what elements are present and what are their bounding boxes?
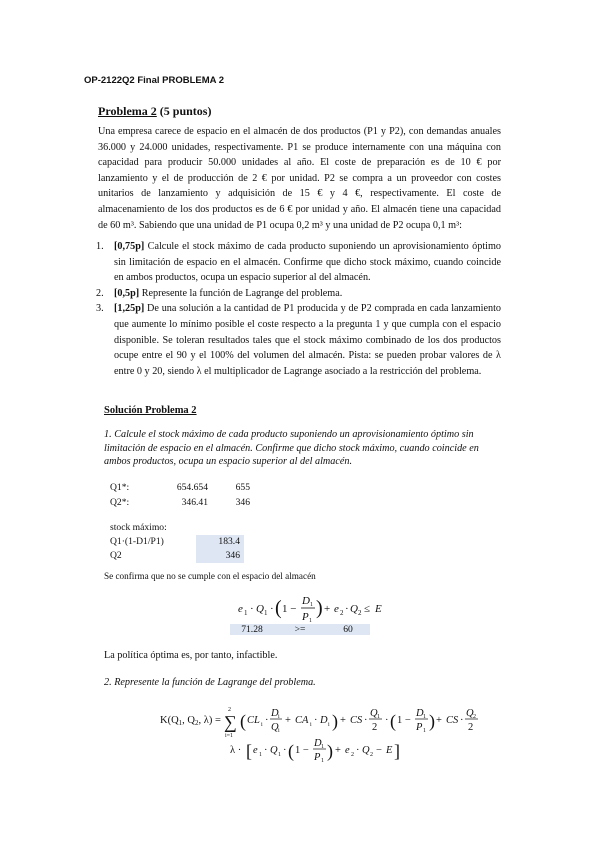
- svg-text:i: i: [310, 722, 312, 728]
- question-text: Represente la función de Lagrange del problema.: [139, 287, 343, 299]
- svg-text:(: (: [390, 711, 396, 731]
- question-item: [98, 239, 501, 286]
- svg-text:+: +: [436, 715, 442, 726]
- svg-text:·: ·: [250, 603, 254, 615]
- svg-text:2: 2: [372, 722, 378, 733]
- question-points: [0,75p]: [114, 241, 145, 252]
- q-label: Q2*:: [110, 496, 130, 508]
- svg-text:1: 1: [377, 714, 380, 720]
- q-rounded: 346: [235, 496, 250, 508]
- svg-text:): ): [332, 711, 338, 731]
- svg-text:Q: Q: [256, 603, 264, 615]
- svg-text:·: ·: [385, 715, 389, 726]
- svg-text:D: D: [314, 738, 322, 749]
- svg-text:·: ·: [265, 715, 269, 726]
- question-number: 2.: [96, 287, 104, 299]
- space-constraint-formula: [236, 590, 386, 624]
- question-points: [1,25p]: [114, 303, 145, 315]
- question-points: [0,5p]: [114, 287, 140, 299]
- svg-text:e: e: [345, 745, 350, 756]
- svg-text:2: 2: [370, 752, 373, 758]
- confirm-text: Se confirma que no se cumple con el espacio del almacén: [104, 571, 316, 581]
- svg-text:i: i: [261, 722, 263, 728]
- svg-text:+: +: [340, 715, 346, 726]
- svg-text:CL: CL: [247, 715, 260, 726]
- svg-text:1: 1: [321, 744, 324, 750]
- svg-text:P: P: [416, 722, 423, 733]
- svg-text:2: 2: [228, 707, 231, 713]
- q-row: [110, 481, 250, 496]
- q-exact: 346.41: [181, 496, 208, 508]
- solution-title: Solución Problema 2: [104, 405, 197, 416]
- svg-text:D: D: [320, 715, 328, 726]
- svg-text:E: E: [386, 745, 393, 756]
- stock-title: stock máximo:: [110, 522, 167, 533]
- problem-points: (5 puntos): [156, 104, 212, 118]
- svg-text:1 −: 1 −: [282, 603, 297, 615]
- svg-text:≤: ≤: [364, 603, 371, 615]
- svg-text:+: +: [324, 603, 331, 615]
- question-number: 1.: [96, 241, 104, 252]
- q-rounded: 655: [235, 482, 250, 493]
- svg-text:·: ·: [356, 745, 360, 756]
- stock-row: [110, 549, 244, 563]
- svg-text:D: D: [302, 595, 310, 607]
- svg-text:1: 1: [423, 728, 426, 734]
- svg-text:·: ·: [460, 715, 464, 726]
- svg-text:1: 1: [423, 714, 426, 720]
- question-text: De una solución a la cantidad de P1 producida y de P2 comprada en cada lanzamiento que aumente lo mínimo posible el coste respecto a la pregunta 1 y que cumpla con el espacio disponible. Se toleran resultados tales que el stock máximo combinado de los dos productos ocupe entre el 90 y el 100% del volumen del almacén. Pista: se pueden probar valores de λ entre 0 y 20, siendo λ el multiplicador de Lagrange asociado a la restricción del problema.: [114, 303, 501, 377]
- svg-text:P: P: [314, 752, 321, 763]
- svg-text:): ): [429, 711, 435, 731]
- solution-q1-heading: 1. Calcule el stock máximo de cada producto suponiendo un aprovisionamiento óptimo sin limitación de espacio en el almacén. Confirme que dicho stock máximo, cuando coincide en ambos productos, ocupa un espacio superior al del almacén.: [104, 429, 479, 468]
- svg-text:CS: CS: [350, 715, 363, 726]
- svg-text:i: i: [328, 722, 330, 728]
- stock-row: [110, 535, 244, 549]
- svg-text:∑: ∑: [224, 712, 237, 732]
- question-item: [98, 286, 501, 302]
- q-exact: 654.654: [176, 482, 208, 493]
- svg-text:i: i: [278, 728, 280, 734]
- svg-text:1: 1: [321, 758, 324, 764]
- svg-text:CA: CA: [295, 715, 309, 726]
- problem-statement: Una empresa carece de espacio en el almacén de dos productos (P1 y P2), con demandas anuales 36.000 y 24.000 unidades, respectivamente. P1 se produce internamente con una máquina con capacidad para producir 50.000 unidades al año. El coste de preparación es de 10 € por lanzamiento y el de producción de 2 € por unidad. P2 se compra a un proveedor con costes unitarios de lanzamiento y adquisición de 15 € y 4 €, respectivamente. El coste de almacenamiento de los dos productos es de 6 € por unidad y año. El almacén tiene una capacidad de 60 m³. Sabiendo que una unidad de P1 ocupa 0,2 m³ y una unidad de P2 ocupa 0,1 m³:: [98, 126, 501, 231]
- svg-text:−: −: [376, 745, 382, 756]
- svg-text:P: P: [302, 611, 309, 623]
- svg-text:λ ·: λ ·: [230, 745, 242, 756]
- svg-text:2: 2: [473, 714, 476, 720]
- svg-text:Q: Q: [362, 745, 370, 756]
- policy-conclusion: La política óptima es, por tanto, infactible.: [104, 650, 278, 661]
- svg-text:E: E: [375, 603, 382, 615]
- svg-text:·: ·: [364, 715, 368, 726]
- svg-text:e: e: [334, 603, 339, 615]
- svg-text:Q: Q: [271, 722, 279, 733]
- svg-text:1: 1: [309, 618, 312, 624]
- svg-text:(: (: [288, 741, 294, 761]
- svg-text:·: ·: [283, 745, 287, 756]
- svg-text:·: ·: [345, 603, 349, 615]
- svg-text:Q: Q: [370, 708, 378, 719]
- svg-text:i: i: [278, 714, 280, 720]
- svg-text:1: 1: [264, 609, 268, 617]
- svg-text:): ): [316, 597, 323, 619]
- svg-text:1 −: 1 −: [295, 745, 309, 756]
- svg-text:+: +: [335, 745, 341, 756]
- svg-text:(: (: [240, 711, 246, 731]
- svg-text:·: ·: [314, 715, 318, 726]
- svg-text:[: [: [246, 741, 252, 761]
- svg-text:+: +: [285, 715, 291, 726]
- svg-text:·: ·: [264, 745, 268, 756]
- stock-label: Q2: [110, 550, 122, 561]
- svg-text:·: ·: [270, 603, 274, 615]
- document-header: OP-2122Q2 Final PROBLEMA 2: [84, 75, 225, 86]
- svg-text:Q: Q: [270, 745, 278, 756]
- problem-title: [98, 104, 211, 119]
- question-list: [98, 239, 501, 379]
- svg-text:2: 2: [358, 609, 362, 617]
- q-row: [110, 496, 250, 511]
- svg-text:1: 1: [244, 609, 248, 617]
- svg-text:CS: CS: [446, 715, 459, 726]
- lagrange-function-formula: [160, 703, 480, 765]
- stock-max-table: [110, 521, 244, 563]
- problem-title-text: Problema 2: [98, 104, 157, 118]
- svg-text:D: D: [416, 708, 424, 719]
- svg-text:]: ]: [394, 741, 400, 761]
- svg-text:Q: Q: [350, 603, 358, 615]
- svg-text:1: 1: [278, 752, 281, 758]
- q-values-table: [110, 481, 250, 510]
- stock-label: Q1·(1-D1/P1): [110, 536, 164, 547]
- question-item: [98, 301, 501, 379]
- solution-q2-heading: 2. Represente la función de Lagrange del problema.: [104, 677, 316, 688]
- stock-value: 346: [196, 549, 244, 563]
- svg-text:Q: Q: [466, 708, 474, 719]
- svg-text:1: 1: [259, 752, 262, 758]
- constraint-right-value: 60: [343, 624, 353, 635]
- svg-text:K(Q1, Q2, λ) =: K(Q1, Q2, λ) =: [160, 715, 221, 727]
- question-text: Calcule el stock máximo de cada producto suponiendo un aprovisionamiento óptimo sin limitación de espacio en el almacén. Confirme que dicho stock máximo, cuando coincide en ambos productos, ocupa un espacio superior al del almacén.: [114, 241, 501, 284]
- svg-text:2: 2: [468, 722, 474, 733]
- constraint-operator: >=: [294, 624, 306, 635]
- q-label: Q1*:: [110, 482, 130, 493]
- svg-text:D: D: [271, 708, 279, 719]
- svg-text:(: (: [275, 597, 282, 619]
- svg-text:2: 2: [351, 752, 354, 758]
- constraint-values: [230, 624, 370, 635]
- svg-text:1: 1: [310, 602, 313, 608]
- stock-value: 183.4: [196, 535, 244, 549]
- svg-text:1 −: 1 −: [397, 715, 411, 726]
- svg-text:): ): [327, 741, 333, 761]
- svg-text:2: 2: [340, 609, 344, 617]
- svg-text:e: e: [238, 603, 243, 615]
- svg-text:i=1: i=1: [225, 733, 234, 739]
- svg-text:e: e: [253, 745, 258, 756]
- question-number: 3.: [96, 303, 104, 315]
- constraint-left-value: 71.28: [241, 624, 263, 635]
